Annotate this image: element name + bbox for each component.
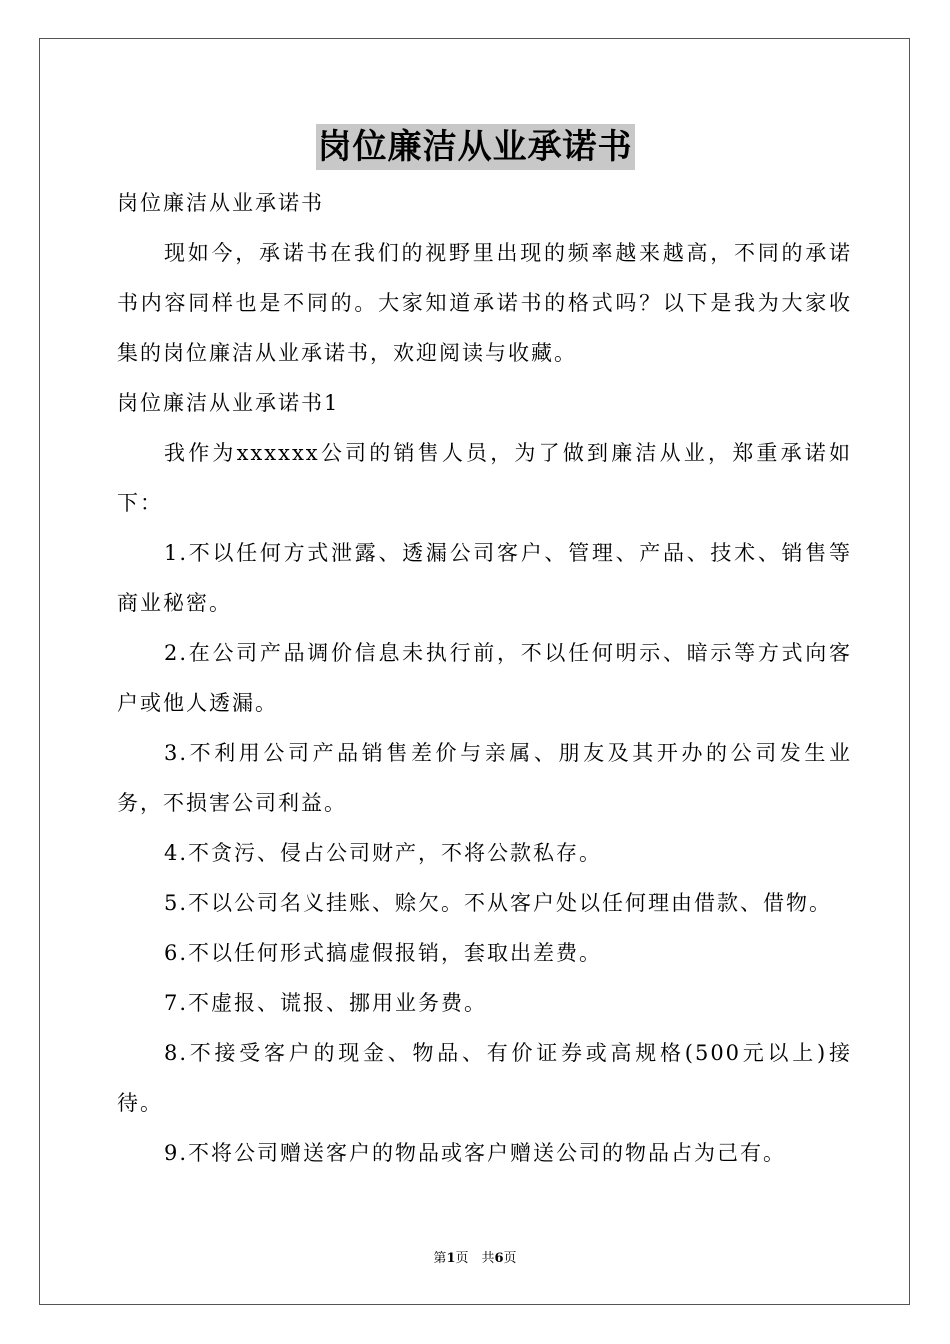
list-item: 7.不虚报、谎报、挪用业务费。	[164, 991, 488, 1015]
document-title: 岗位廉洁从业承诺书	[316, 124, 635, 170]
list-item: 6.不以任何形式搞虚假报销，套取出差费。	[164, 941, 603, 965]
list-item: 5.不以公司名义挂账、赊欠。不从客户处以任何理由借款、借物。	[164, 891, 833, 915]
opening-paragraph: 我作为xxxxxx公司的销售人员，为了做到廉洁从业，郑重承诺如下：	[117, 441, 852, 515]
subtitle: 岗位廉洁从业承诺书	[117, 191, 324, 215]
footer-page-suffix: 页	[503, 1251, 517, 1266]
intro-paragraph: 现如今，承诺书在我们的视野里出现的频率越来越高，不同的承诺书内容同样也是不同的。大家知道承诺书的格式吗？以下是我为大家收集的岗位廉洁从业承诺书，欢迎阅读与收藏。	[117, 241, 852, 365]
footer-page-prefix: 第	[433, 1251, 447, 1266]
list-item: 8.不接受客户的现金、物品、有价证券或高规格(500元以上)接待。	[117, 1041, 852, 1115]
list-item: 4.不贪污、侵占公司财产，不将公款私存。	[164, 841, 603, 865]
list-item: 1.不以任何方式泄露、透漏公司客户、管理、产品、技术、销售等商业秘密。	[117, 541, 852, 615]
footer-page-total: 6	[494, 1251, 504, 1266]
title-container	[0, 124, 950, 170]
section-heading: 岗位廉洁从业承诺书1	[117, 391, 340, 415]
list-item: 2.在公司产品调价信息未执行前，不以任何明示、暗示等方式向客户或他人透漏。	[117, 641, 852, 715]
document-body	[117, 178, 852, 1178]
footer-page-mid: 页 共	[455, 1251, 495, 1266]
page-footer	[0, 1247, 950, 1266]
footer-page-current: 1	[446, 1251, 456, 1266]
list-item: 9.不将公司赠送客户的物品或客户赠送公司的物品占为己有。	[164, 1141, 787, 1165]
list-item: 3.不利用公司产品销售差价与亲属、朋友及其开办的公司发生业务，不损害公司利益。	[117, 741, 852, 815]
